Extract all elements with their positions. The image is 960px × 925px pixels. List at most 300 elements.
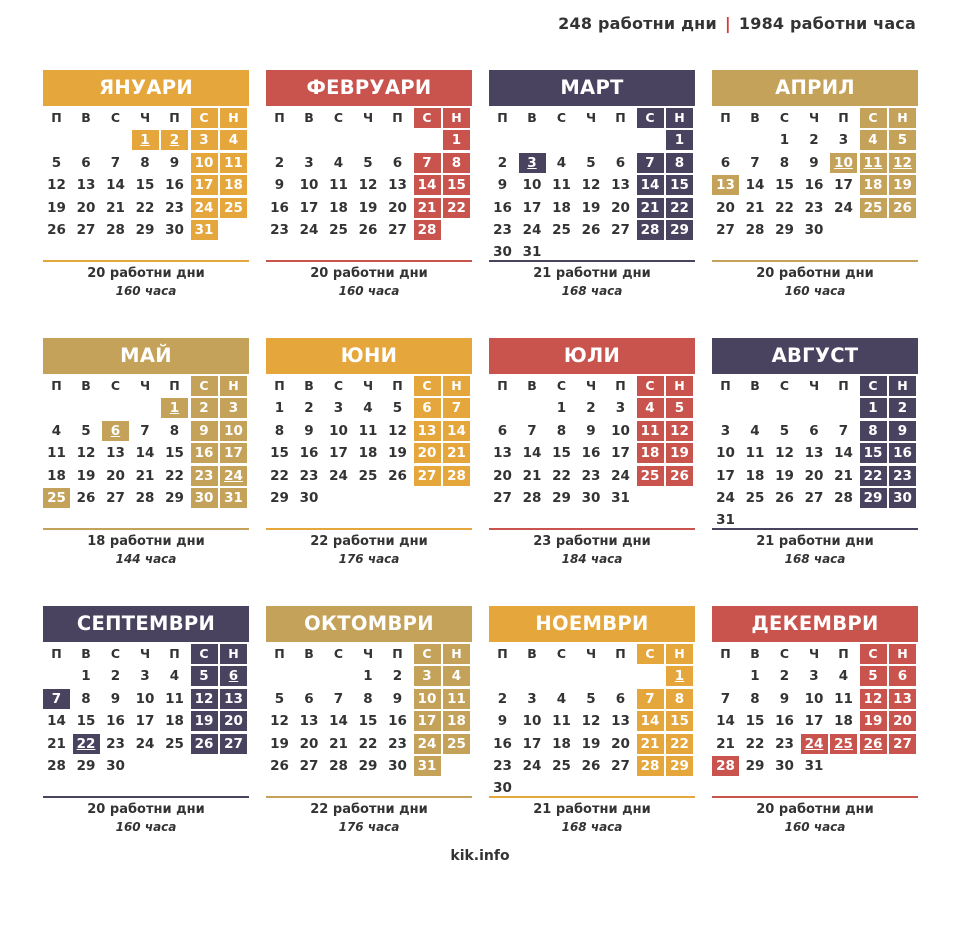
day-cell: 19	[270, 735, 289, 752]
day-cell: 22	[552, 467, 571, 484]
day-cell: 28	[637, 220, 664, 240]
month-title: СЕПТЕМВРИ	[43, 606, 249, 642]
day-cell: 11	[552, 177, 571, 194]
day-cell: 26	[191, 734, 218, 754]
weekday-header: В	[527, 110, 537, 125]
day-cell: 27	[220, 734, 247, 754]
day-cell: 4	[51, 422, 62, 439]
day-cell: 28	[712, 756, 739, 776]
day-cell: 22	[165, 467, 184, 484]
day-cell: 15	[745, 713, 765, 730]
day-cell: 24	[220, 466, 247, 486]
weekday-header: С	[860, 108, 887, 128]
day-cell: 4	[860, 130, 887, 150]
month-working-hours: 168 часа	[784, 552, 846, 566]
month-title: ФЕВРУАРИ	[266, 70, 472, 106]
day-cell: 17	[804, 713, 824, 730]
total-working-days: 248 работни дни	[558, 14, 717, 33]
day-cell: 9	[586, 422, 596, 439]
weekday-header: Ч	[808, 110, 820, 125]
weekday-header: П	[497, 110, 508, 125]
month-working-hours: 160 часа	[115, 820, 177, 834]
day-cell: 17	[135, 713, 155, 730]
weekday-header: П	[615, 646, 626, 661]
day-cell: 21	[135, 467, 155, 484]
month-days	[489, 376, 695, 524]
day-cell: 18	[220, 175, 247, 195]
day-cell: 27	[611, 758, 630, 774]
day-cell: 1	[161, 398, 188, 418]
day-cell: 26	[388, 467, 407, 484]
weekday-header: П	[169, 110, 180, 125]
day-cell: 21	[414, 198, 441, 218]
month-days	[489, 108, 695, 261]
day-cell: 15	[552, 445, 571, 462]
weekday-header: П	[392, 646, 403, 661]
day-cell: 28	[106, 222, 125, 238]
day-cell: 19	[388, 445, 407, 462]
day-cell: 3	[838, 132, 849, 149]
day-cell: 23	[165, 199, 184, 216]
month-title: АВГУСТ	[712, 338, 918, 374]
day-cell: 19	[666, 443, 693, 463]
weekday-header: П	[274, 646, 285, 661]
day-cell: 18	[637, 443, 664, 463]
weekday-header: П	[274, 378, 285, 393]
weekday-header: Н	[220, 644, 247, 664]
weekday-header: С	[556, 378, 567, 393]
weekday-header: П	[392, 110, 403, 125]
day-cell: 25	[745, 490, 765, 506]
month-title: ЮЛИ	[489, 338, 695, 374]
day-cell: 26	[358, 222, 378, 238]
day-cell: 21	[47, 735, 66, 752]
day-cell: 9	[304, 422, 314, 439]
weekday-header: Ч	[139, 646, 151, 661]
weekday-header: В	[527, 378, 537, 393]
day-cell: 30	[889, 488, 916, 508]
day-cell: 17	[299, 199, 319, 216]
day-cell: 19	[47, 199, 66, 216]
day-cell: 19	[76, 467, 96, 484]
month-working-hours: 160 часа	[338, 284, 400, 298]
day-cell: 30	[191, 488, 218, 508]
day-cell: 8	[274, 422, 285, 439]
day-cell: 23	[106, 735, 125, 752]
weekday-header: П	[51, 110, 62, 125]
day-cell: 21	[106, 199, 125, 216]
day-cell: 5	[779, 422, 790, 439]
day-cell: 4	[333, 154, 344, 171]
month-1	[43, 70, 249, 338]
month-8	[712, 338, 918, 606]
day-cell: 15	[165, 445, 184, 462]
day-cell: 3	[191, 130, 218, 150]
day-cell: 15	[135, 177, 155, 194]
day-cell: 4	[169, 668, 180, 685]
day-cell: 16	[270, 199, 289, 216]
month-working-hours: 160 часа	[784, 284, 846, 298]
day-cell: 5	[392, 400, 403, 417]
month-days	[43, 644, 249, 792]
day-cell: 10	[135, 690, 155, 707]
month-days	[712, 644, 918, 792]
day-cell: 14	[329, 713, 348, 730]
weekday-header: П	[720, 646, 731, 661]
day-cell: 20	[220, 711, 247, 731]
day-cell: 29	[775, 222, 794, 238]
month-title: ОКТОМВРИ	[266, 606, 472, 642]
day-cell: 30	[581, 490, 601, 506]
day-cell: 24	[522, 222, 542, 238]
weekday-header: П	[720, 110, 731, 125]
day-cell: 27	[804, 490, 824, 506]
month-divider	[712, 260, 918, 262]
day-cell: 3	[519, 153, 546, 173]
day-cell: 11	[745, 445, 765, 462]
day-cell: 13	[712, 175, 739, 195]
day-cell: 10	[716, 445, 735, 462]
day-cell: 20	[493, 467, 512, 484]
weekday-header: С	[110, 378, 121, 393]
day-cell: 7	[838, 422, 849, 439]
day-cell: 9	[392, 690, 403, 707]
weekday-header: С	[333, 378, 344, 393]
month-11	[489, 606, 695, 874]
day-cell: 15	[775, 177, 794, 194]
day-cell: 8	[81, 690, 91, 707]
day-cell: 23	[775, 735, 794, 752]
day-cell: 23	[889, 466, 916, 486]
weekday-header: Ч	[139, 110, 151, 125]
day-cell: 12	[388, 422, 407, 439]
day-cell: 10	[611, 422, 630, 439]
day-cell: 14	[443, 421, 470, 441]
day-cell: 28	[834, 490, 853, 506]
month-working-hours: 168 часа	[561, 820, 623, 834]
day-cell: 16	[299, 445, 319, 462]
weekday-header: В	[750, 110, 760, 125]
day-cell: 28	[135, 490, 155, 506]
day-cell: 4	[443, 666, 470, 686]
weekday-header: П	[392, 378, 403, 393]
day-cell: 29	[666, 220, 693, 240]
weekday-header: С	[333, 110, 344, 125]
day-cell: 28	[522, 490, 542, 506]
day-cell: 22	[358, 735, 378, 752]
day-cell: 25	[220, 198, 247, 218]
day-cell: 14	[745, 177, 765, 194]
month-working-days: 20 работни дни	[87, 266, 205, 281]
weekday-header: С	[556, 646, 567, 661]
day-cell: 26	[666, 466, 693, 486]
weekday-header: Н	[666, 108, 693, 128]
day-cell: 19	[775, 467, 794, 484]
day-cell: 12	[191, 689, 218, 709]
month-divider	[489, 528, 695, 530]
day-cell: 29	[666, 756, 693, 776]
weekday-header: Ч	[808, 378, 820, 393]
day-cell: 28	[745, 222, 765, 238]
day-cell: 11	[329, 177, 348, 194]
weekday-header: Н	[443, 376, 470, 396]
day-cell: 5	[889, 130, 916, 150]
weekday-header: Ч	[362, 646, 374, 661]
month-divider	[43, 528, 249, 530]
day-cell: 15	[270, 445, 289, 462]
day-cell: 30	[106, 758, 125, 774]
day-cell: 9	[809, 154, 819, 171]
day-cell: 28	[637, 756, 664, 776]
weekday-header: Н	[443, 644, 470, 664]
month-title: МАЙ	[43, 338, 249, 374]
weekday-header: Н	[443, 108, 470, 128]
day-cell: 24	[414, 734, 441, 754]
weekday-header: П	[169, 378, 180, 393]
day-cell: 25	[637, 466, 664, 486]
day-cell: 16	[493, 735, 512, 752]
day-cell: 11	[220, 153, 247, 173]
day-cell: 4	[637, 398, 664, 418]
day-cell: 19	[581, 199, 601, 216]
day-cell: 12	[581, 177, 601, 194]
day-cell: 9	[191, 421, 218, 441]
day-cell: 5	[274, 690, 285, 707]
day-cell: 25	[43, 488, 70, 508]
source-credit: kik.info	[450, 848, 510, 864]
day-cell: 10	[220, 421, 247, 441]
day-cell: 2	[110, 668, 121, 685]
day-cell: 1	[556, 400, 567, 417]
weekday-header: С	[637, 376, 664, 396]
weekday-header: С	[779, 378, 790, 393]
day-cell: 31	[716, 512, 735, 529]
day-cell: 31	[220, 488, 247, 508]
day-cell: 23	[493, 222, 512, 238]
day-cell: 14	[522, 445, 542, 462]
month-2	[266, 70, 472, 338]
day-cell: 27	[299, 758, 319, 774]
day-cell: 11	[637, 421, 664, 441]
day-cell: 21	[329, 735, 348, 752]
day-cell: 31	[611, 490, 630, 506]
day-cell: 14	[47, 713, 66, 730]
month-days	[43, 108, 249, 256]
month-divider	[712, 528, 918, 530]
day-cell: 24	[329, 467, 348, 484]
day-cell: 2	[497, 154, 508, 171]
day-cell: 13	[76, 177, 96, 194]
month-title: МАРТ	[489, 70, 695, 106]
month-divider	[43, 260, 249, 262]
day-cell: 9	[497, 713, 508, 730]
day-cell: 13	[804, 445, 824, 462]
day-cell: 17	[191, 175, 218, 195]
day-cell: 27	[493, 490, 512, 506]
day-cell: 14	[637, 175, 664, 195]
day-cell: 2	[779, 668, 790, 685]
day-cell: 27	[716, 222, 735, 238]
weekday-header: С	[414, 644, 441, 664]
day-cell: 17	[522, 735, 542, 752]
day-cell: 12	[889, 153, 916, 173]
month-title: ЮНИ	[266, 338, 472, 374]
month-working-hours: 160 часа	[784, 820, 846, 834]
day-cell: 21	[834, 467, 853, 484]
day-cell: 1	[779, 132, 790, 149]
month-6	[266, 338, 472, 606]
month-working-hours: 160 часа	[115, 284, 177, 298]
day-cell: 18	[834, 713, 853, 730]
month-days	[489, 644, 695, 797]
month-working-days: 21 работни дни	[756, 534, 874, 549]
day-cell: 27	[611, 222, 630, 238]
day-cell: 29	[745, 758, 765, 774]
weekday-header: П	[615, 378, 626, 393]
day-cell: 24	[801, 734, 828, 754]
weekday-header: П	[51, 646, 62, 661]
day-cell: 7	[720, 690, 731, 707]
day-cell: 30	[388, 758, 407, 774]
month-divider	[266, 796, 472, 798]
weekday-header: Н	[889, 376, 916, 396]
day-cell: 4	[363, 400, 373, 417]
day-cell: 14	[106, 177, 125, 194]
month-divider	[43, 796, 249, 798]
day-cell: 8	[666, 153, 693, 173]
weekday-header: В	[750, 646, 760, 661]
day-cell: 4	[220, 130, 247, 150]
day-cell: 27	[76, 222, 96, 238]
weekday-header: С	[191, 644, 218, 664]
month-12	[712, 606, 918, 874]
day-cell: 3	[527, 690, 537, 707]
day-cell: 21	[637, 734, 664, 754]
month-working-days: 20 работни дни	[756, 266, 874, 281]
day-cell: 8	[363, 690, 373, 707]
day-cell: 19	[581, 735, 601, 752]
day-cell: 17	[611, 445, 630, 462]
day-cell: 6	[720, 154, 731, 171]
day-cell: 27	[889, 734, 916, 754]
weekday-header: С	[414, 376, 441, 396]
day-cell: 5	[860, 666, 887, 686]
day-cell: 11	[358, 422, 378, 439]
day-cell: 26	[775, 490, 794, 506]
day-cell: 24	[299, 222, 319, 238]
month-divider	[266, 528, 472, 530]
weekday-header: П	[497, 378, 508, 393]
day-cell: 10	[830, 153, 857, 173]
day-cell: 4	[750, 422, 760, 439]
day-cell: 17	[522, 199, 542, 216]
day-cell: 22	[135, 199, 155, 216]
day-cell: 16	[889, 443, 916, 463]
weekday-header: Н	[666, 376, 693, 396]
day-cell: 29	[860, 488, 887, 508]
day-cell: 8	[443, 153, 470, 173]
calendar-grid	[43, 70, 917, 840]
day-cell: 13	[611, 177, 630, 194]
day-cell: 3	[220, 398, 247, 418]
day-cell: 22	[666, 198, 693, 218]
weekday-header: С	[191, 376, 218, 396]
day-cell: 18	[358, 445, 378, 462]
day-cell: 21	[716, 735, 735, 752]
day-cell: 5	[586, 690, 596, 707]
day-cell: 3	[615, 400, 626, 417]
day-cell: 30	[165, 222, 184, 238]
weekday-header: Ч	[808, 646, 820, 661]
month-working-hours: 176 часа	[338, 820, 400, 834]
weekday-header: С	[637, 644, 664, 664]
day-cell: 2	[304, 400, 314, 417]
day-cell: 20	[299, 735, 319, 752]
day-cell: 25	[552, 758, 571, 774]
day-cell: 16	[191, 443, 218, 463]
day-cell: 12	[860, 689, 887, 709]
day-cell: 20	[611, 199, 630, 216]
day-cell: 18	[165, 713, 184, 730]
day-cell: 20	[889, 711, 916, 731]
day-cell: 18	[552, 735, 571, 752]
day-cell: 10	[329, 422, 348, 439]
day-cell: 20	[388, 199, 407, 216]
weekday-header: С	[414, 108, 441, 128]
month-working-hours: 176 часа	[338, 552, 400, 566]
weekday-header: П	[838, 378, 849, 393]
day-cell: 20	[611, 735, 630, 752]
month-working-days: 23 работни дни	[533, 534, 651, 549]
day-cell: 10	[522, 177, 542, 194]
day-cell: 8	[556, 422, 567, 439]
day-cell: 28	[329, 758, 348, 774]
day-cell: 14	[637, 711, 664, 731]
day-cell: 19	[889, 175, 916, 195]
day-cell: 15	[358, 713, 378, 730]
day-cell: 7	[43, 689, 70, 709]
day-cell: 15	[443, 175, 470, 195]
month-3	[489, 70, 695, 338]
weekday-header: П	[838, 646, 849, 661]
day-cell: 16	[581, 445, 601, 462]
day-cell: 8	[140, 154, 150, 171]
day-cell: 17	[414, 711, 441, 731]
total-working-hours: 1984 работни часа	[738, 14, 916, 33]
day-cell: 13	[493, 445, 512, 462]
day-cell: 18	[745, 467, 765, 484]
day-cell: 12	[358, 177, 378, 194]
month-10	[266, 606, 472, 874]
day-cell: 26	[581, 758, 601, 774]
weekday-header: В	[304, 646, 314, 661]
day-cell: 30	[775, 758, 794, 774]
day-cell: 8	[750, 690, 760, 707]
month-title: ЯНУАРИ	[43, 70, 249, 106]
day-cell: 12	[76, 445, 96, 462]
day-cell: 21	[745, 199, 765, 216]
day-cell: 10	[414, 689, 441, 709]
month-5	[43, 338, 249, 606]
month-title: НОЕМВРИ	[489, 606, 695, 642]
month-days	[712, 376, 918, 529]
weekday-header: Ч	[139, 378, 151, 393]
day-cell: 18	[443, 711, 470, 731]
weekday-header: С	[191, 108, 218, 128]
day-cell: 13	[889, 689, 916, 709]
month-4	[712, 70, 918, 338]
day-cell: 16	[804, 177, 824, 194]
